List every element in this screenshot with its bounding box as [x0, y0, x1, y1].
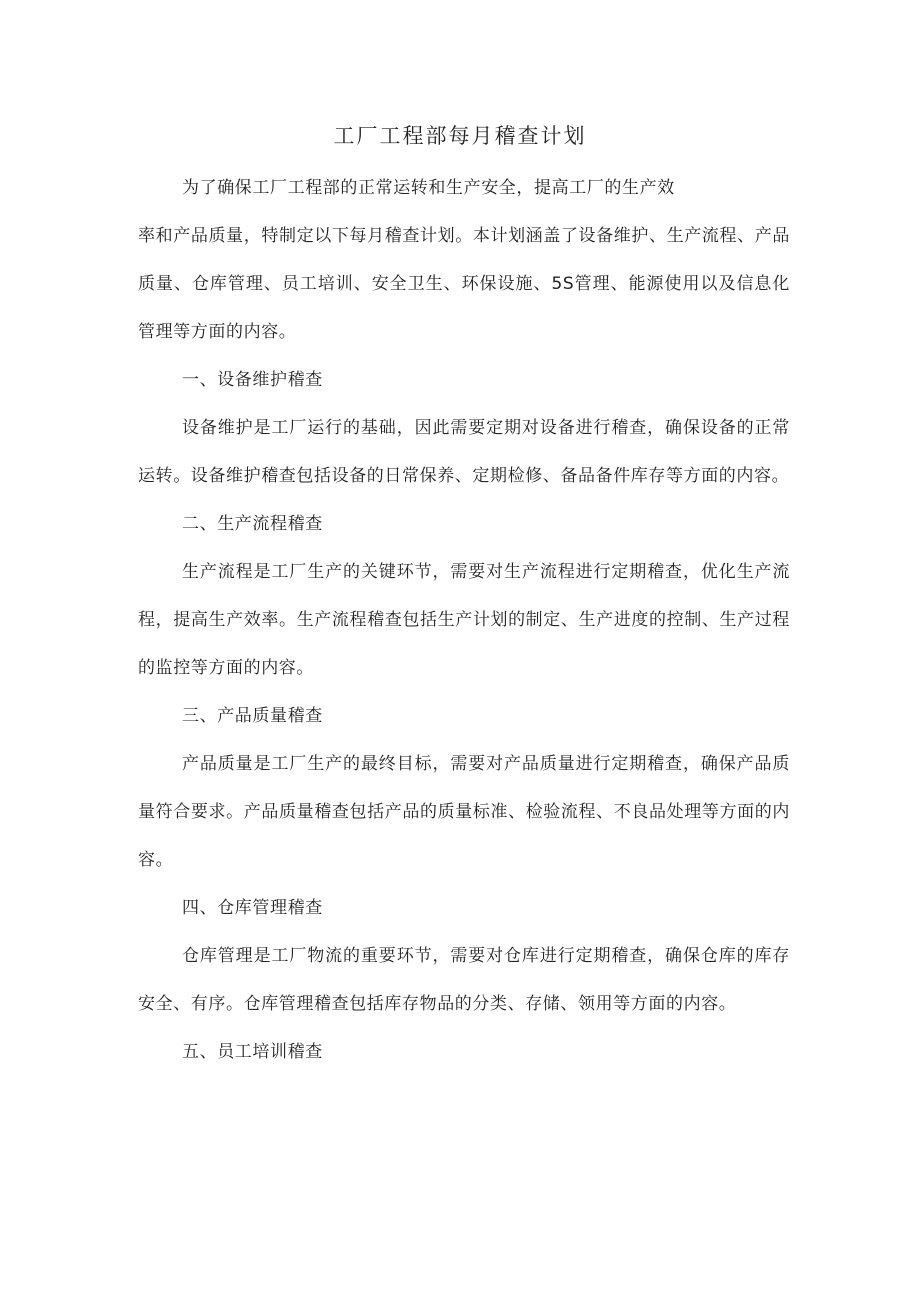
intro-paragraph: 率和产品质量，特制定以下每月稽查计划。本计划涵盖了设备维护、生产流程、产品质量、仓库管理、员工培训、安全卫生、环保设施、5S管理、能源使用以及信息化管理等方面的内容。 [138, 226, 790, 342]
document-title: 工厂工程部每月稽查计划 [333, 124, 587, 148]
intro-first-line: 为了确保工厂工程部的正常运转和生产安全，提高工厂的生产效 [182, 178, 675, 198]
section-heading-training: 五、员工培训稽查 [182, 1042, 323, 1062]
section-heading-warehouse: 四、仓库管理稽查 [182, 898, 323, 918]
section-heading-quality: 三、产品质量稽查 [182, 706, 323, 726]
section-body-equipment: 设备维护是工厂运行的基础，因此需要定期对设备进行稽查，确保设备的正常运转。设备维护稽查包括设备的日常保养、定期检修、备品备件库存等方面的内容。 [138, 418, 790, 486]
section-heading-production: 二、生产流程稽查 [182, 514, 323, 534]
document-body [138, 164, 790, 1076]
section-body-quality: 产品质量是工厂生产的最终目标，需要对产品质量进行定期稽查，确保产品质量符合要求。产品质量稽查包括产品的质量标准、检验流程、不良品处理等方面的内容。 [138, 754, 790, 870]
section-body-production: 生产流程是工厂生产的关键环节，需要对生产流程进行定期稽查，优化生产流程，提高生产效率。生产流程稽查包括生产计划的制定、生产进度的控制、生产过程的监控等方面的内容。 [138, 562, 790, 678]
section-body-warehouse: 仓库管理是工厂物流的重要环节，需要对仓库进行定期稽查，确保仓库的库存安全、有序。仓库管理稽查包括库存物品的分类、存储、领用等方面的内容。 [138, 946, 790, 1014]
section-heading-equipment: 一、设备维护稽查 [182, 370, 323, 390]
